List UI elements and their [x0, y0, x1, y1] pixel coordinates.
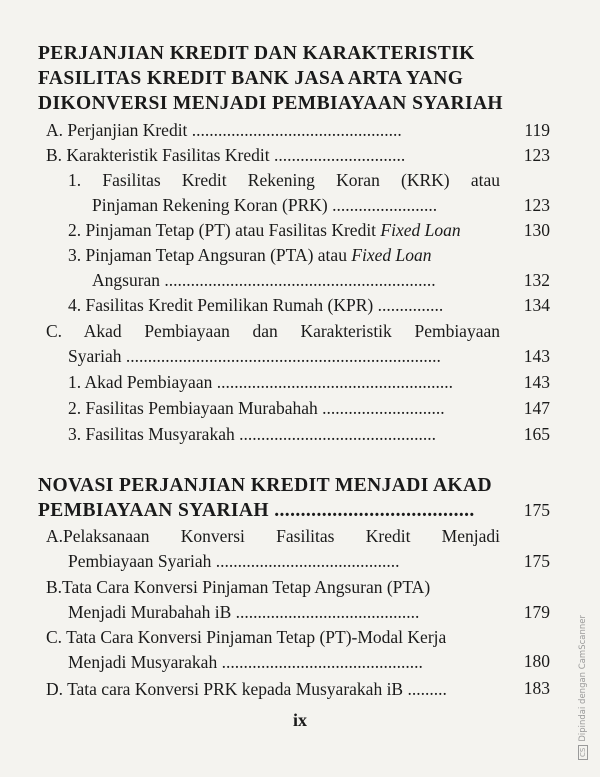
toc-entry-b3-line2[interactable]: Angsuran .............................................................. — [92, 270, 436, 290]
camscanner-icon: CS — [578, 745, 588, 760]
toc-entry-b1-line1[interactable]: 1. Fasilitas Kredit Rekening Koran (KRK) atau — [68, 170, 500, 190]
toc-page-c3: 165 — [523, 424, 550, 444]
toc-entry-2b-line1[interactable]: B.Tata Cara Konversi Pinjaman Tetap Angsuran (PTA) — [46, 577, 431, 597]
toc-entry-b[interactable]: B. Karakteristik Fasilitas Kredit .............................. — [46, 145, 406, 165]
toc-entry-b2-text: 2. Pinjaman Tetap (PT) atau Fasilitas Kredit — [68, 220, 377, 240]
section2-heading-line2[interactable]: PEMBIAYAAN SYARIAH ...................................... — [38, 500, 475, 521]
toc-page-2c: 180 — [523, 651, 550, 671]
scanner-watermark — [578, 615, 588, 760]
section1-heading-line1: PERJANJIAN KREDIT DAN KARAKTERISTIK — [38, 43, 475, 64]
toc-entry-b3-text: 3. Pinjaman Tetap Angsuran (PTA) atau — [68, 245, 347, 265]
toc-page-b: 123 — [523, 145, 550, 165]
toc-entry-2d[interactable]: D. Tata cara Konversi PRK kepada Musyarakah iB ......... — [46, 679, 447, 699]
toc-entry-b2[interactable] — [68, 218, 508, 242]
toc-entry-b3-line1[interactable] — [68, 243, 508, 267]
toc-entry-2a-line1[interactable]: A.Pelaksanaan Konversi Fasilitas Kredit Menjadi — [46, 526, 500, 546]
toc-entry-c-line2[interactable]: Syariah ........................................................................ — [68, 346, 441, 366]
toc-entry-c-line1[interactable]: C. Akad Pembiayaan dan Karakteristik Pembiayaan — [46, 321, 500, 341]
section1-heading-line2: FASILITAS KREDIT BANK JASA ARTA YANG — [38, 68, 464, 89]
toc-entry-b4[interactable]: 4. Fasilitas Kredit Pemilikan Rumah (KPR) ............... — [68, 295, 444, 315]
section2-heading-page: 175 — [523, 500, 550, 520]
toc-page-b2: 130 — [523, 220, 550, 240]
toc-page-b3: 132 — [523, 270, 550, 290]
page-number: ix — [292, 710, 307, 730]
toc-entry-2c-line1[interactable]: C. Tata Cara Konversi Pinjaman Tetap (PT)-Modal Kerja — [46, 627, 447, 647]
toc-page-2d: 183 — [523, 678, 550, 698]
toc-entry-b2-italic: Fixed Loan — [380, 220, 461, 240]
toc-entry-2b-line2[interactable]: Menjadi Murabahah iB .......................................... — [68, 602, 420, 622]
watermark-text: Dipindai dengan CamScanner — [578, 615, 588, 742]
toc-page-b4: 134 — [523, 295, 550, 315]
toc-page-c1: 143 — [523, 372, 550, 392]
toc-page-b1: 123 — [523, 195, 550, 215]
toc-entry-c3[interactable]: 3. Fasilitas Musyarakah ............................................. — [68, 424, 436, 444]
toc-entry-2a-line2[interactable]: Pembiayaan Syariah .......................................... — [68, 551, 400, 571]
toc-entry-c1[interactable]: 1. Akad Pembiayaan ...................................................... — [68, 372, 453, 392]
toc-entry-b3-italic: Fixed Loan — [351, 245, 432, 265]
section2-heading-line1: NOVASI PERJANJIAN KREDIT MENJADI AKAD — [38, 475, 492, 496]
section1-heading-line3: DIKONVERSI MENJADI PEMBIAYAAN SYARIAH — [38, 93, 504, 114]
toc-page-c: 143 — [523, 346, 550, 366]
toc-entry-a[interactable]: A. Perjanjian Kredit ................................................ — [46, 120, 402, 140]
toc-page-c2: 147 — [523, 398, 550, 418]
toc-page-a: 119 — [524, 120, 550, 140]
toc-entry-b1-line2[interactable]: Pinjaman Rekening Koran (PRK) ........................ — [92, 195, 438, 215]
toc-page-2a: 175 — [523, 551, 550, 571]
toc-entry-2c-line2[interactable]: Menjadi Musyarakah .............................................. — [68, 652, 423, 672]
toc-entry-c2[interactable]: 2. Fasilitas Pembiayaan Murabahah ............................ — [68, 398, 445, 418]
toc-page-2b: 179 — [523, 602, 550, 622]
